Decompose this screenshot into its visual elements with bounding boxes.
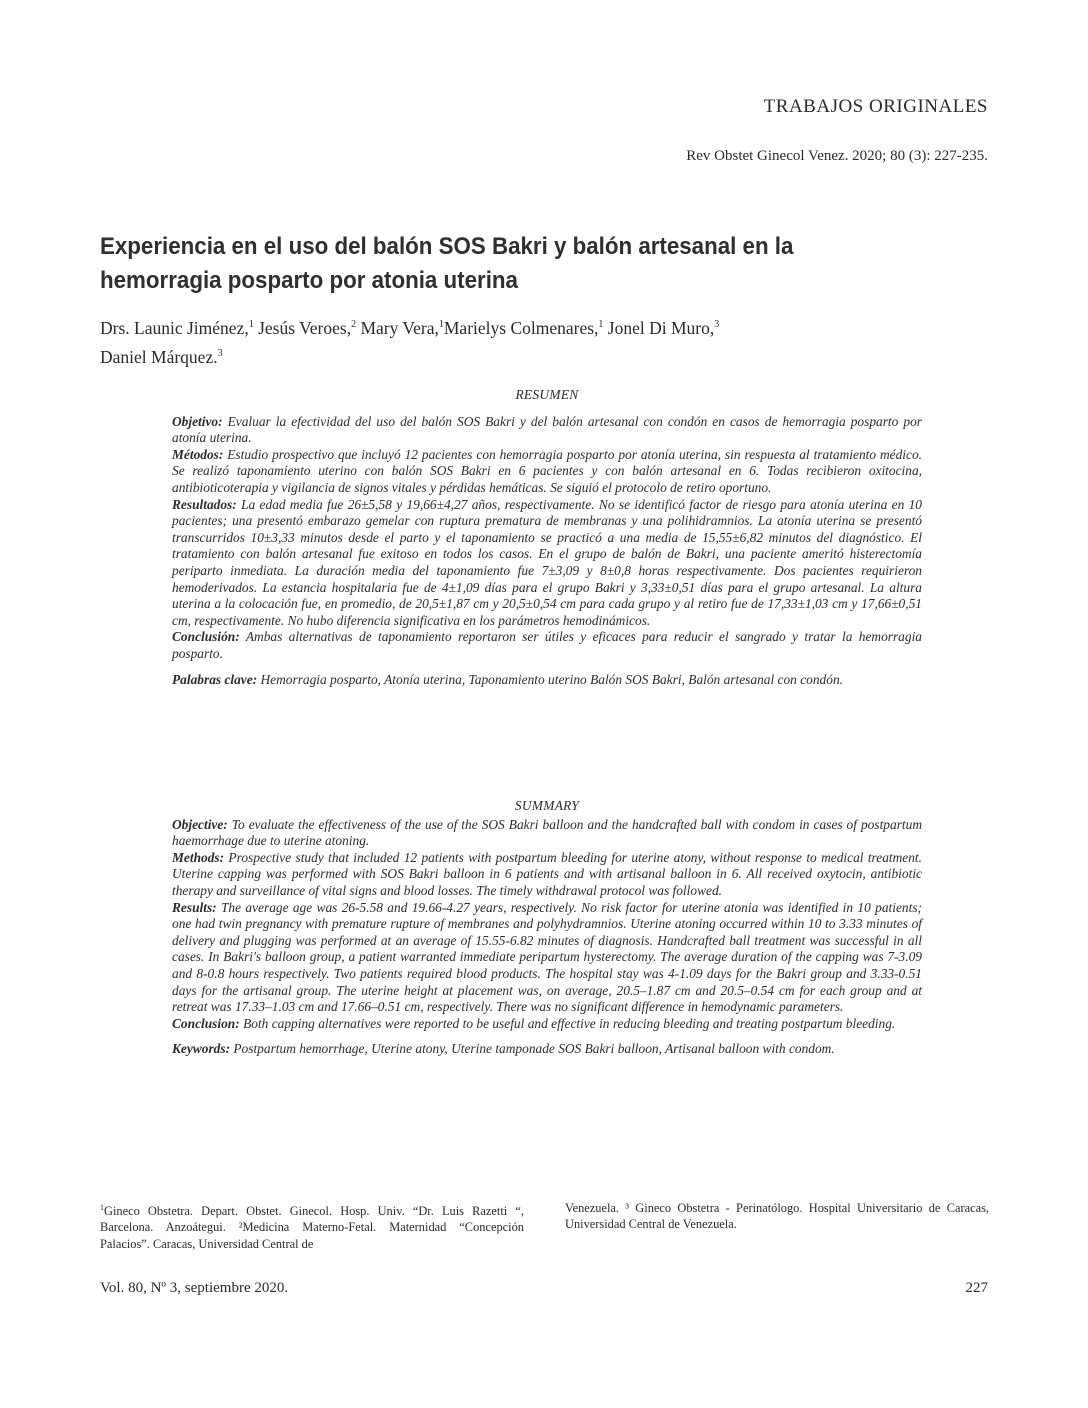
resumen-heading: RESUMEN	[515, 387, 579, 402]
author-name: Drs. Launic Jiménez,	[100, 317, 249, 338]
page-number: 227	[965, 1280, 988, 1296]
section-label: Objetivo:	[172, 413, 223, 429]
author-affiliation: 1	[438, 319, 444, 330]
author-affiliation: 3	[217, 347, 223, 359]
resumen-results	[172, 497, 922, 630]
section-label: Métodos:	[172, 446, 224, 462]
section-text: Evaluar la efectividad del uso del balón SOS Bakri y del balón artesanal con condón en casos de hemorragia posparto por atonía uterina.	[172, 413, 922, 446]
footnote-left	[100, 1200, 524, 1252]
resumen-objective	[172, 414, 922, 447]
section-text: The average age was 26-5.58 and 19.66-4.27 years, respectively. No risk factor for uterine atonia was identified in 10 patients; one had twin pregnancy with premature rupture of membranes and polyhydramnios. Uterine atoning occurred within 10 to 3.33 minutes of delivery and plugging was performed at an average of 15.55-6.82 minutes of diagnosis. Handcrafted ball treatment was successful in all cases. In Bakri's balloon group, a patient warranted immediate peripartum hysterectomy. The average duration of the capping was 7-3.09 and 8-0.8 hours respectively. Two patients required blood products. The hospital stay was 4-1.09 days for the Bakri group and 3.33-0.51 days for the artisanal group. The uterine height at placement was, on average, 20.5–1.87 cm and 20.5–0.54 cm for each group and at retreat was 17.33–1.03 cm and 17.66–0.51 cm, respectively. There was no significant difference in hemodynamic parameters.	[172, 899, 922, 1015]
section-label: Methods:	[172, 849, 225, 865]
resumen-keywords	[172, 672, 922, 689]
author-name: Marielys Colmenares,	[443, 317, 599, 338]
section-label: Objective:	[172, 816, 228, 832]
author-name: Daniel Márquez.	[100, 346, 218, 367]
summary-keywords	[172, 1041, 922, 1058]
keywords-text: Hemorragia posparto, Atonía uterina, Taponamiento uterino Balón SOS Bakri, Balón artesanal con condón.	[257, 671, 843, 687]
author-name: Jonel Di Muro,	[603, 317, 715, 338]
author-name: Mary Vera,	[356, 317, 439, 338]
resumen-methods	[172, 447, 922, 497]
keywords-label: Palabras clave:	[172, 671, 258, 687]
author-list	[100, 312, 990, 370]
section-label: TRABAJOS ORIGINALES	[763, 96, 988, 117]
section-text: Ambas alternativas de taponamiento reportaron ser útiles y eficaces para reducir el sangrado y tratar la hemorragia posparto.	[172, 629, 922, 661]
keywords-text: Postpartum hemorrhage, Uterine atony, Uterine tamponade SOS Bakri balloon, Artisanal balloon with condom.	[230, 1041, 835, 1057]
author-affiliation: 1	[598, 319, 604, 330]
summary-abstract	[172, 798, 922, 1058]
summary-results	[172, 900, 922, 1016]
section-label: Results:	[172, 899, 217, 915]
summary-conclusion	[172, 1016, 922, 1033]
footnote-text: Gineco Obstetra. Depart. Obstet. Ginecol. Hosp. Univ. “Dr. Luis Razetti “, Barcelona. Anzoátegui. ²Medicina Materno-Fetal. Maternidad “Concepción Palacios”. Caracas, Universidad Central de	[100, 1204, 524, 1251]
author-affiliation: 3	[714, 319, 720, 330]
author-affiliation: 1	[248, 319, 254, 330]
summary-methods	[172, 850, 922, 900]
section-label: Conclusión:	[172, 629, 240, 645]
journal-citation: Rev Obstet Ginecol Venez. 2020; 80 (3): 227-235.	[686, 148, 988, 164]
summary-objective	[172, 817, 922, 850]
footer-volume: Vol. 80, Nº 3, septiembre 2020.	[100, 1280, 289, 1296]
section-text: Estudio prospectivo que incluyó 12 pacientes con hemorragia posparto por atonía uterina, sin respuesta al tratamiento médico. Se realizó taponamiento uterino con balón SOS Bakri en 6 pacientes y con balón artesanal en 6. Todas recibieron oxitocina, antibioticoterapia y vigilancia de signos vitales y pérdidas hemáticas. Se siguió el protocolo de retiro oportuno.	[172, 446, 922, 495]
author-affiliation: 2	[351, 319, 357, 330]
section-text: La edad media fue 26±5,58 y 19,66±4,27 años, respectivamente. No se identificó factor de riesgo para atonía uterina en 10 pacientes; una presentó embarazo gemelar con ruptura prematura de membranas y una polihidramnios. La atonía uterina se presentó transcurridos 10±3,33 minutos desde el parto y el taponamiento se practicó a una media de 15,55±6,82 minutos del diagnóstico. El tratamiento con balón artesanal fue exitoso en todos los casos. En el grupo de balón de Bakri, una paciente ameritó histerectomía periparto inmediata. La duración media del taponamiento fue 7±3,09 y 8±0,8 horas respectivamente. Dos pacientes requirieron hemoderivados. La estancia hospitalaria fue de 4±1,09 días para el grupo Bakri y 3,33±0,51 días para el grupo artesanal. La altura uterina a la colocación fue, en promedio, de 20,5±1,87 cm y 20,5±0,54 cm para cada grupo y al retiro fue de 17,33±1,03 cm y 17,66±0,51 cm, respectivamente. No hubo diferencia significativa en los parámetros hemodinámicos.	[172, 496, 922, 628]
footnote-marker: 1	[100, 1203, 104, 1212]
section-label: Resultados:	[172, 496, 237, 512]
section-label: Conclusion:	[172, 1015, 240, 1031]
article-title: Experiencia en el uso del balón SOS Bakri y balón artesanal en la hemorragia posparto por atonia uterina	[100, 233, 794, 294]
summary-heading: SUMMARY	[514, 798, 580, 813]
resumen-conclusion	[172, 629, 922, 662]
section-text: Prospective study that included 12 patients with postpartum bleeding for uterine atony, without response to medical treatment. Uterine capping was performed with SOS Bakri balloon in 6 patients and with artisanal balloon in 6. All received oxytocin, antibiotic therapy and surveillance of vital signs and blood losses. The timely withdrawal protocol was followed.	[172, 849, 922, 898]
footnote-text: Venezuela. ³ Gineco Obstetra - Perinatólogo. Hospital Universitario de Caracas, Universidad Central de Venezuela.	[565, 1201, 989, 1232]
section-text: Both capping alternatives were reported to be useful and effective in reducing bleeding and treating postpartum bleeding.	[239, 1015, 896, 1031]
resumen-abstract	[172, 387, 922, 688]
footnote-right	[565, 1200, 989, 1232]
section-text: To evaluate the effectiveness of the use of the SOS Bakri balloon and the handcrafted ball with condom in cases of postpartum haemorrhage due to uterine atoning.	[172, 816, 922, 849]
author-name: Jesús Veroes,	[253, 317, 352, 338]
keywords-label: Keywords:	[172, 1041, 231, 1057]
